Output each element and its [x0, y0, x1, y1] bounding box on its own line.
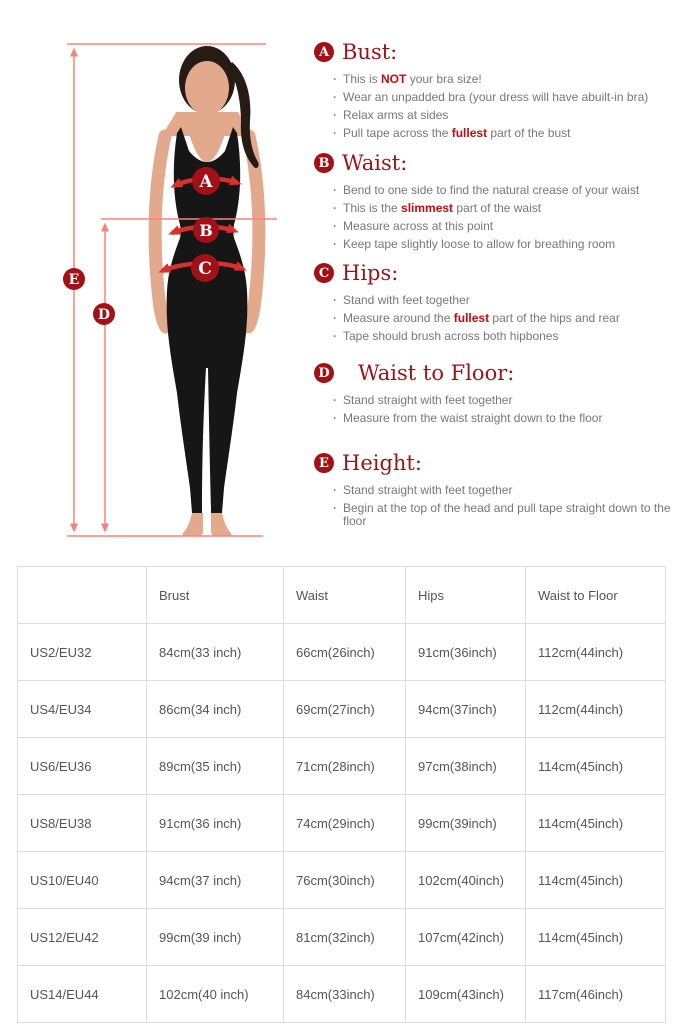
measurement-cell: 112cm(44inch): [526, 624, 666, 681]
section-bullets: [314, 184, 680, 251]
measurement-cell: 99cm(39 inch): [147, 909, 284, 966]
model-silhouette: [155, 46, 259, 536]
section-letter-badge: E: [314, 453, 334, 473]
section-bullets: [314, 394, 680, 425]
measurement-cell: 74cm(29inch): [284, 795, 406, 852]
measurement-cell: 91cm(36 inch): [147, 795, 284, 852]
section-letter-badge: B: [314, 153, 334, 173]
table-row: [18, 966, 666, 1023]
section-letter-badge: D: [314, 363, 334, 383]
section-letter-badge: A: [314, 42, 334, 62]
face: [185, 61, 229, 115]
measurement-cell: 112cm(44inch): [526, 681, 666, 738]
guide-section-b: [314, 151, 680, 256]
section-heading: [314, 151, 680, 175]
measurement-cell: 94cm(37inch): [406, 681, 526, 738]
guide-section-c: [314, 261, 680, 348]
header-cell: Waist: [284, 567, 406, 624]
bullet-item: · Stand straight with feet together: [332, 394, 680, 407]
bullet-item: · Relax arms at sides: [332, 109, 680, 122]
marker-c-letter: C: [198, 259, 212, 279]
bullet-item: · Keep tape slightly loose to allow for breathing room: [332, 238, 680, 251]
marker-c-badge: [191, 254, 219, 282]
size-label-cell: US2/EU32: [18, 624, 147, 681]
size-label-cell: US10/EU40: [18, 852, 147, 909]
measurement-cell: 114cm(45inch): [526, 738, 666, 795]
section-title: Height:: [342, 451, 422, 475]
table-row: [18, 909, 666, 966]
measurement-cell: 114cm(45inch): [526, 909, 666, 966]
measurement-cell: 69cm(27inch): [284, 681, 406, 738]
bullet-item: · Measure across at this point: [332, 220, 680, 233]
guide-section-a: [314, 40, 680, 145]
measurement-diagram: [0, 0, 310, 560]
bullet-item: · Wear an unpadded bra (your dress will have abuilt-in bra): [332, 91, 680, 104]
bullet-item: · Begin at the top of the head and pull tape straight down to the floor: [332, 502, 680, 528]
measurement-cell: 109cm(43inch): [406, 966, 526, 1023]
header-cell: Brust: [147, 567, 284, 624]
right-foot: [211, 513, 231, 536]
measurement-cell: 84cm(33 inch): [147, 624, 284, 681]
marker-b-letter: B: [199, 221, 213, 240]
measurement-cell: 86cm(34 inch): [147, 681, 284, 738]
measurement-cell: 114cm(45inch): [526, 795, 666, 852]
measurement-figure: [0, 0, 310, 560]
measurement-cell: 114cm(45inch): [526, 852, 666, 909]
bullet-item: · Pull tape across the fullest part of the bust: [332, 127, 680, 140]
size-label-cell: US6/EU36: [18, 738, 147, 795]
marker-d-letter: D: [97, 307, 111, 323]
section-title: Hips:: [342, 261, 399, 285]
measurement-cell: 102cm(40inch): [406, 852, 526, 909]
table-row: [18, 795, 666, 852]
guide-section-e: [314, 451, 680, 533]
section-bullets: [314, 73, 680, 140]
marker-e-badge: [63, 268, 85, 290]
measurement-cell: 97cm(38inch): [406, 738, 526, 795]
section-title: Waist:: [342, 151, 408, 175]
highlighted-text: slimmest: [401, 201, 454, 215]
measurement-cell: 94cm(37 inch): [147, 852, 284, 909]
highlighted-text: fullest: [451, 126, 488, 140]
measurement-cell: 71cm(28inch): [284, 738, 406, 795]
measurement-cell: 76cm(30inch): [284, 852, 406, 909]
section-heading: [314, 40, 680, 64]
size-label-cell: US14/EU44: [18, 966, 147, 1023]
section-bullets: [314, 294, 680, 343]
bullet-item: · This is NOT your bra size!: [332, 73, 680, 86]
measurement-cell: 107cm(42inch): [406, 909, 526, 966]
table-row: [18, 681, 666, 738]
header-cell: [18, 567, 147, 624]
left-foot: [183, 513, 203, 536]
size-label-cell: US4/EU34: [18, 681, 147, 738]
measurement-cell: 91cm(36inch): [406, 624, 526, 681]
table-row: [18, 624, 666, 681]
header-cell: Hips: [406, 567, 526, 624]
section-heading: [314, 451, 680, 475]
measurement-cell: 117cm(46inch): [526, 966, 666, 1023]
section-title: Bust:: [342, 40, 398, 64]
marker-e-letter: E: [68, 272, 80, 288]
section-heading: [314, 261, 680, 285]
section-letter-badge: C: [314, 263, 334, 283]
section-title: Waist to Floor:: [358, 361, 515, 385]
measurement-cell: 89cm(35 inch): [147, 738, 284, 795]
size-label-cell: US12/EU42: [18, 909, 147, 966]
measurement-cell: 81cm(32inch): [284, 909, 406, 966]
bullet-item: · Stand straight with feet together: [332, 484, 680, 497]
measurement-cell: 102cm(40 inch): [147, 966, 284, 1023]
marker-b-badge: [193, 217, 219, 243]
size-table-body: [18, 567, 666, 1023]
table-header-row: [18, 567, 666, 624]
shoulders: [162, 112, 252, 136]
highlighted-text: NOT: [381, 72, 407, 86]
header-cell: Waist to Floor: [526, 567, 666, 624]
left-arm: [155, 136, 166, 327]
bullet-item: · Tape should brush across both hipbones: [332, 330, 680, 343]
section-bullets: [314, 484, 680, 528]
highlighted-text: fullest: [453, 311, 490, 325]
table-row: [18, 852, 666, 909]
marker-d-badge: [93, 303, 115, 325]
measurement-cell: 99cm(39inch): [406, 795, 526, 852]
section-heading: [314, 361, 680, 385]
measurement-cell: 66cm(26inch): [284, 624, 406, 681]
guide-section-d: [314, 361, 680, 430]
marker-a-badge: [192, 167, 220, 195]
size-label-cell: US8/EU38: [18, 795, 147, 852]
table-row: [18, 738, 666, 795]
bullet-item: · Measure from the waist straight down to the floor: [332, 412, 680, 425]
marker-a-letter: A: [199, 172, 213, 192]
bullet-item: · Measure around the fullest part of the hips and rear: [332, 312, 680, 325]
bullet-item: · Stand with feet together: [332, 294, 680, 307]
guide-sections: [314, 0, 680, 560]
bullet-item: · Bend to one side to find the natural crease of your waist: [332, 184, 680, 197]
bullet-item: · This is the slimmest part of the waist: [332, 202, 680, 215]
size-table: [17, 566, 666, 1023]
measurement-cell: 84cm(33inch): [284, 966, 406, 1023]
